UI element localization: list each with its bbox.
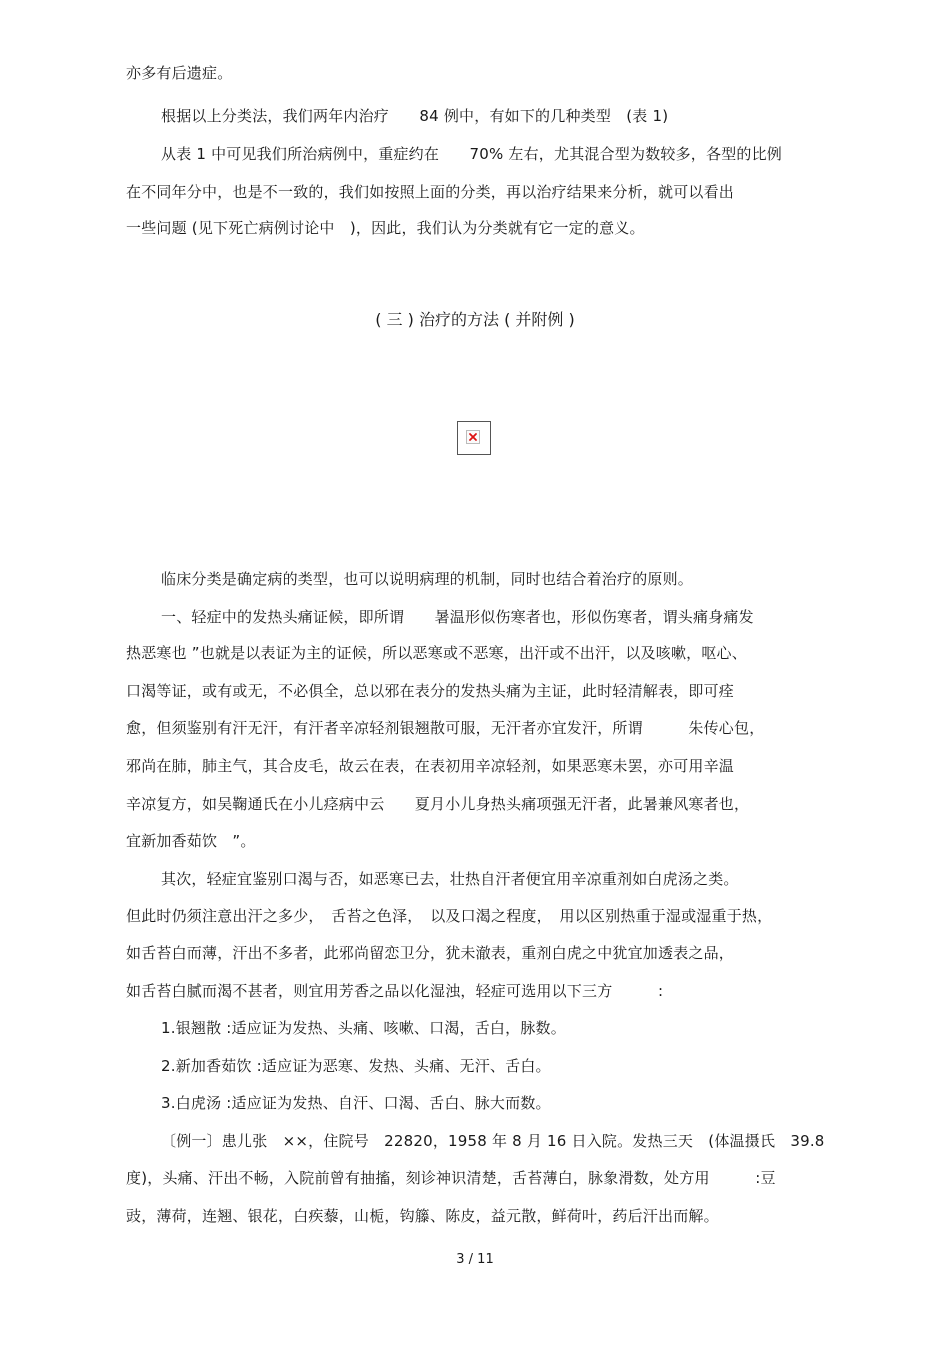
text-line: 〔例一〕患儿张 ××，住院号 22820，1958 年 8 月 16 日入院。发热三天 (体温摄氏 39.8 bbox=[161, 1132, 825, 1150]
page-number: 3 / 11 bbox=[456, 1252, 494, 1267]
text-line: 在不同年分中，也是不一致的，我们如按照上面的分类，再以治疗结果来分析，就可以看出 bbox=[126, 183, 735, 201]
text-line: 愈，但须鉴别有汗无汗，有汗者辛凉轻剂银翘散可服，无汗者亦宜发汗，所谓 朱传心包， bbox=[126, 719, 765, 737]
text-line: 辛凉复方，如吴鞠通氏在小儿痉病中云 夏月小儿身热头痛项强无汗者，此暑兼风寒者也， bbox=[126, 795, 750, 813]
text-line: 从表 1 中可见我们所治病例中，重症约在 70% 左右，尤其混合型为数较多，各型的比例 bbox=[161, 145, 782, 163]
text-line: 亦多有后遗症。 bbox=[126, 64, 233, 82]
text-line: 豉，薄荷，连翘、银花，白疾藜，山栀，钩籐、陈皮，益元散，鲜荷叶，药后汗出而解。 bbox=[126, 1207, 719, 1225]
text-line: 宜新加香茹饮 ”。 bbox=[126, 832, 256, 850]
list-item: 1.银翘散 :适应证为发热、头痛、咳嗽、口渴，舌白，脉数。 bbox=[161, 1019, 566, 1037]
list-item: 2.新加香茹饮 :适应证为恶寒、发热、头痛、无汗、舌白。 bbox=[161, 1057, 551, 1075]
list-item: 3.白虎汤 :适应证为发热、自汗、口渴、舌白、脉大而数。 bbox=[161, 1094, 551, 1112]
text-line: 根据以上分类法，我们两年内治疗 84 例中，有如下的几种类型 (表 1) bbox=[161, 107, 669, 125]
section-title: ( 三 ) 治疗的方法 ( 并附例 ) bbox=[375, 310, 575, 329]
text-line: 如舌苔白腻而渴不甚者，则宜用芳香之品以化湿浊，轻症可选用以下三方 : bbox=[126, 982, 664, 1000]
text-line: 一、轻症中的发热头痛证候，即所谓 暑温形似伤寒者也，形似伤寒者，谓头痛身痛发 bbox=[161, 608, 754, 626]
text-line: 其次，轻症宜鉴别口渴与否，如恶寒已去，壮热自汗者便宜用辛凉重剂如白虎汤之类。 bbox=[161, 870, 739, 888]
broken-image-placeholder bbox=[457, 421, 491, 455]
broken-image-icon bbox=[466, 430, 480, 444]
text-line: 临床分类是确定病的类型，也可以说明病理的机制，同时也结合着治疗的原则。 bbox=[161, 570, 694, 588]
text-line: 热恶寒也 ”也就是以表证为主的证候，所以恶寒或不恶寒，出汗或不出汗，以及咳嗽，呕心、 bbox=[126, 644, 747, 662]
text-line: 但此时仍须注意出汗之多少， 舌苔之色泽， 以及口渴之程度， 用以区别热重于湿或湿重于热， bbox=[126, 907, 773, 925]
text-line: 口渴等证，或有或无，不必俱全，总以邪在表分的发热头痛为主证，此时轻清解表，即可痊 bbox=[126, 682, 735, 700]
text-line: 度)，头痛、汗出不畅，入院前曾有抽搐，刻诊神识清楚，舌苔薄白，脉象滑数，处方用 :豆 bbox=[126, 1169, 776, 1187]
text-line: 邪尚在肺，肺主气，其合皮毛，故云在表，在表初用辛凉轻剂，如果恶寒未罢，亦可用辛温 bbox=[126, 757, 735, 775]
text-line: 如舌苔白而薄，汗出不多者，此邪尚留恋卫分，犹未澈表，重剂白虎之中犹宜加透表之品， bbox=[126, 944, 735, 962]
text-line: 一些问题 (见下死亡病例讨论中 )，因此，我们认为分类就有它一定的意义。 bbox=[126, 219, 645, 237]
